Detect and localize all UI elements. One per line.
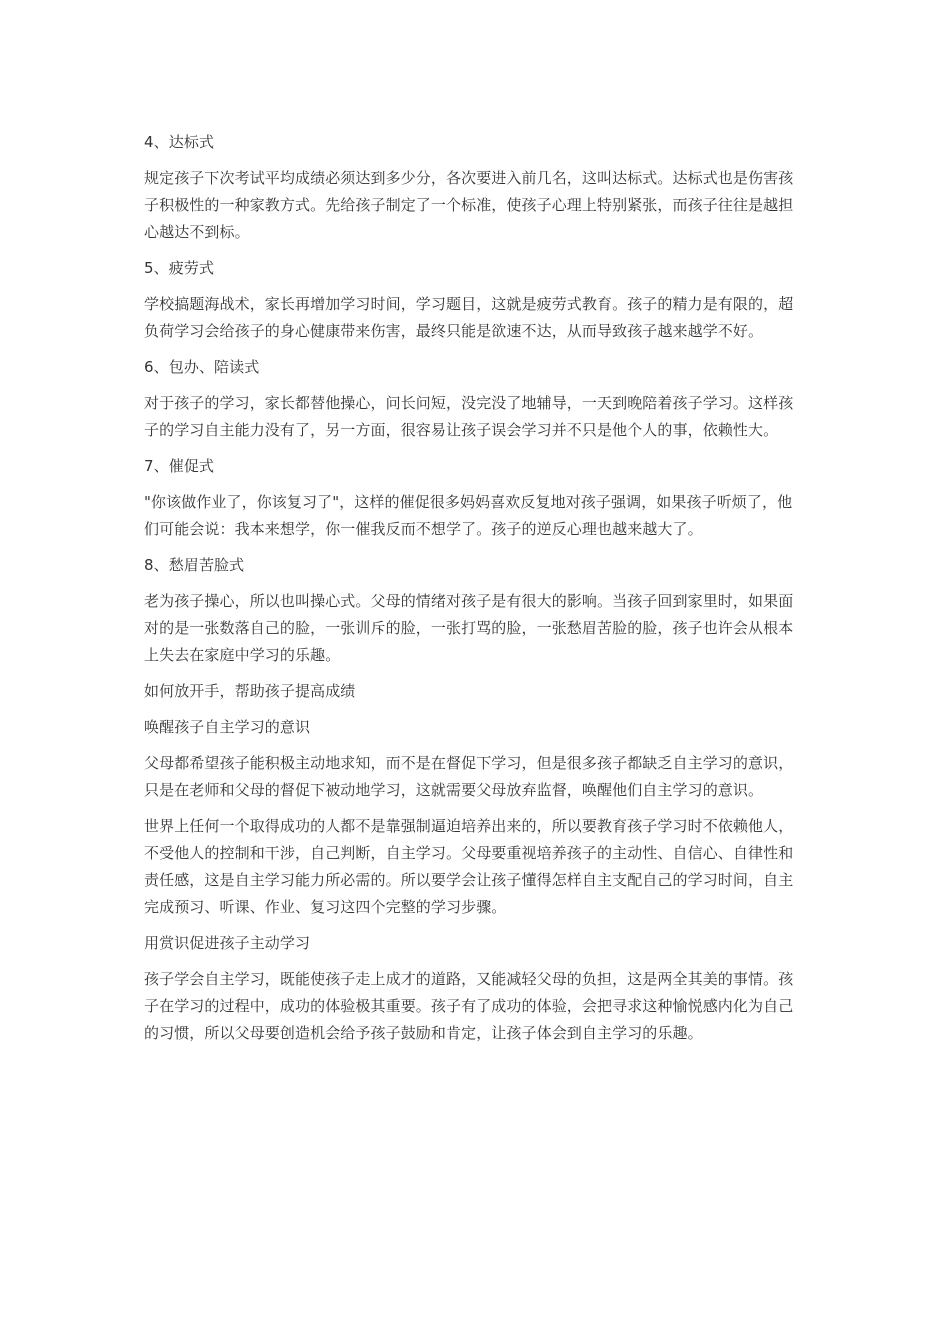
section-heading-4: 4、达标式 <box>144 133 215 151</box>
section-heading-appreciation: 用赏识促进孩子主动学习 <box>144 934 311 952</box>
section-heading-8: 8、愁眉苦脸式 <box>144 556 245 574</box>
section-heading-6: 6、包办、陪读式 <box>144 358 260 376</box>
paragraph-4: 规定孩子下次考试平均成绩必须达到多少分，各次要进入前几名，这叫达标式。达标式也是伤害孩子积极性的一种家教方式。先给孩子制定了一个标准，使孩子心理上特别紧张，而孩子往往是越担心越达不到标。 <box>144 169 794 241</box>
document-body <box>144 129 806 1056</box>
paragraph-7: "你该做作业了，你该复习了"，这样的催促很多妈妈喜欢反复地对孩子强调，如果孩子听烦了，他们可能会说：我本来想学，你一催我反而不想学了。孩子的逆反心理也越来越大了。 <box>144 493 793 538</box>
paragraph-awaken-2: 世界上任何一个取得成功的人都不是靠强制逼迫培养出来的，所以要教育孩子学习时不依赖他人，不受他人的控制和干涉，自己判断，自主学习。父母要重视培养孩子的主动性、自信心、自律性和责任感，这是自主学习能力所必需的。所以要学会让孩子懂得怎样自主支配自己的学习时间，自主完成预习、听课、作业、复习这四个完整的学习步骤。 <box>144 817 794 916</box>
section-heading-awaken: 唤醒孩子自主学习的意识 <box>144 718 311 736</box>
paragraph-8: 老为孩子操心，所以也叫操心式。父母的情绪对孩子是有很大的影响。当孩子回到家里时，如果面对的是一张数落自己的脸，一张训斥的脸，一张打骂的脸，一张愁眉苦脸的脸，孩子也许会从根本上失去在家庭中学习的乐趣。 <box>144 592 794 664</box>
section-heading-how-to: 如何放开手，帮助孩子提高成绩 <box>144 682 356 700</box>
paragraph-5: 学校搞题海战术，家长再增加学习时间，学习题目，这就是疲劳式教育。孩子的精力是有限的，超负荷学习会给孩子的身心健康带来伤害，最终只能是欲速不达，从而导致孩子越来越学不好。 <box>144 295 794 340</box>
section-heading-7: 7、催促式 <box>144 457 215 475</box>
paragraph-appreciation: 孩子学会自主学习，既能使孩子走上成才的道路，又能减轻父母的负担，这是两全其美的事情。孩子在学习的过程中，成功的体验极其重要。孩子有了成功的体验，会把寻求这种愉悦感内化为自己的习惯，所以父母要创造机会给予孩子鼓励和肯定，让孩子体会到自主学习的乐趣。 <box>144 970 794 1042</box>
section-heading-5: 5、疲劳式 <box>144 259 215 277</box>
paragraph-6: 对于孩子的学习，家长都替他操心，问长问短，没完没了地辅导，一天到晚陪着孩子学习。这样孩子的学习自主能力没有了，另一方面，很容易让孩子误会学习并不只是他个人的事，依赖性大。 <box>144 394 794 439</box>
paragraph-awaken-1: 父母都希望孩子能积极主动地求知，而不是在督促下学习，但是很多孩子都缺乏自主学习的意识，只是在老师和父母的督促下被动地学习，这就需要父母放弃监督，唤醒他们自主学习的意识。 <box>144 754 794 799</box>
